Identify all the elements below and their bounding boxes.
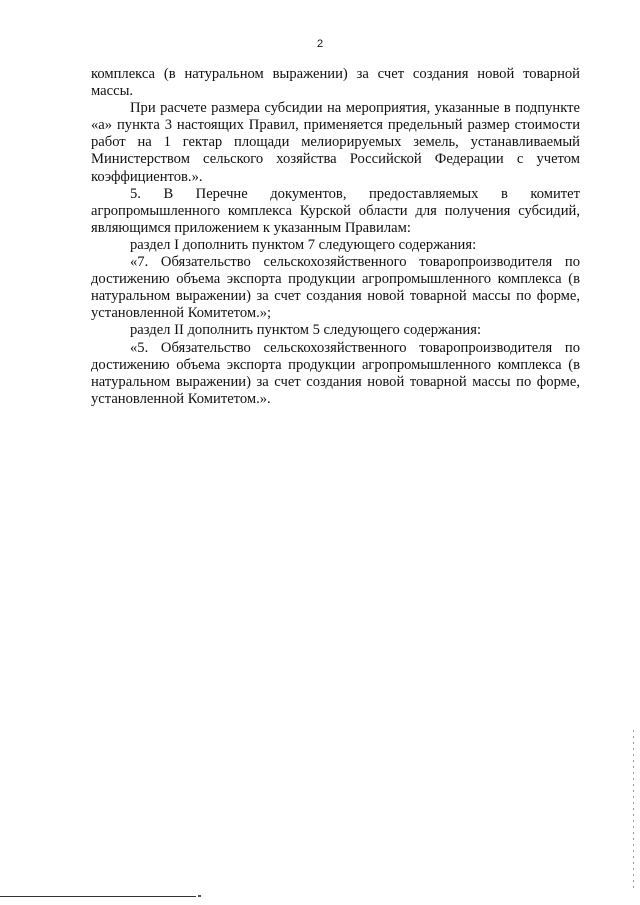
paragraph-section-2-item-5: «5. Обязательство сельскохозяйственного товаропроизводителя по достижению объема экспорта продукции агропромышленного комплекса (в натуральном выражении) за счет создания новой товарной массы по форме, установленной Комитетом.».: [91, 339, 580, 407]
paragraph-section-1-intro: раздел I дополнить пунктом 7 следующего содержания:: [130, 236, 477, 253]
document-body: [91, 66, 580, 408]
paragraph-subsidy-calculation: При расчете размера субсидии на мероприятия, указанные в подпункте «а» пункта 3 настоящих Правил, применяется предельный размер стоимости работ на 1 гектар площади мелиорируемых земель, устанавливаемый Министерством сельского хозяйства Российской Федерации с учетом коэффициентов.».: [91, 100, 580, 185]
paragraph-section-1-item-7: «7. Обязательство сельскохозяйственного товаропроизводителя по достижению объема экспорта продукции агропромышленного комплекса (в натуральном выражении) за счет создания новой товарной массы по форме, установленной Комитетом.»;: [91, 254, 580, 322]
paragraph-continuation: комплекса (в натуральном выражении) за счет создания новой товарной массы.: [91, 66, 580, 100]
bottom-rule: [0, 896, 196, 897]
paragraph-section-2-intro: раздел II дополнить пунктом 5 следующего содержания:: [130, 322, 481, 339]
paragraph-item-5: 5. В Перечне документов, предоставляемых в комитет агропромышленного комплекса Курской области для получения субсидий, являющимся приложением к указанным Правилам:: [91, 185, 580, 236]
bottom-rule-mark: [198, 895, 201, 897]
page-number: 2: [316, 38, 324, 50]
scan-edge-marks: [633, 730, 634, 890]
